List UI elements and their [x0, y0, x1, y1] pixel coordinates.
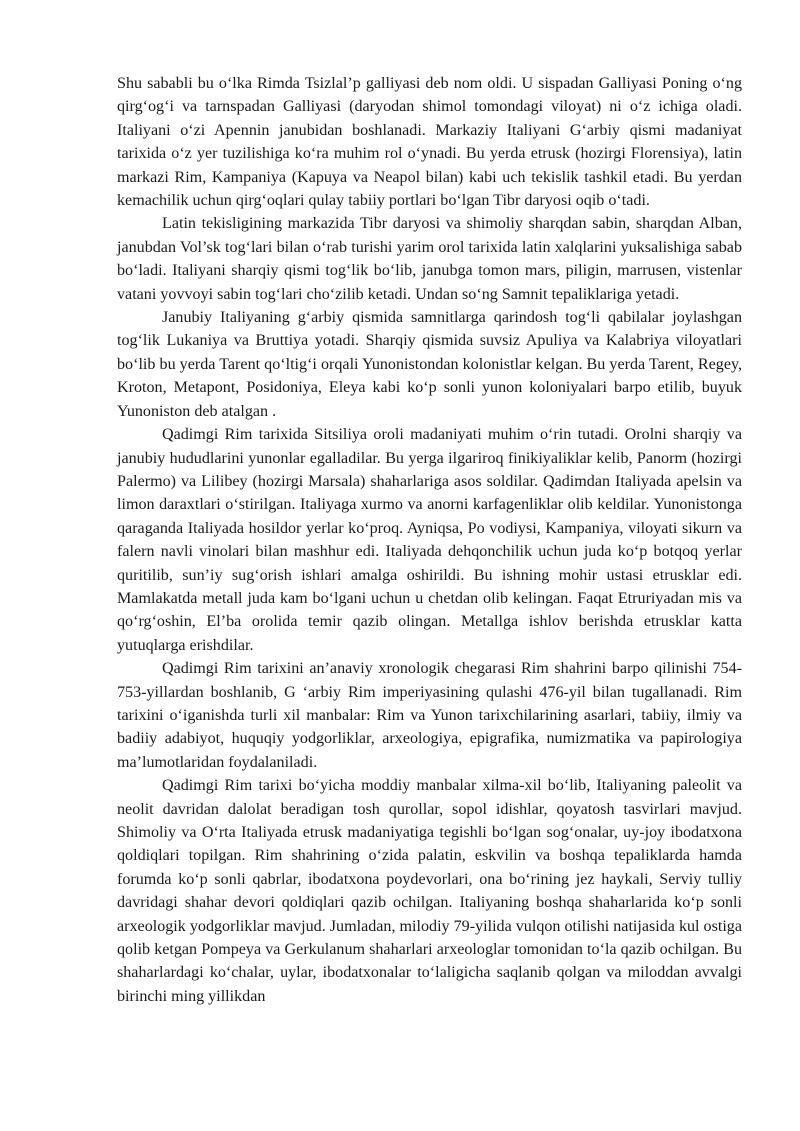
body-text — [117, 72, 742, 1008]
paragraph-3: Janubiy Italiyaning g‘arbiy qismida samnitlarga qarindosh tog‘li qabilalar joylashgan tog‘lik Lukaniya va Bruttiya yotadi. Sharqiy qismida suvsiz Apuliya va Kalabriya viloyatlari bo‘lib bu yerda Tarent qo‘ltig‘i orqali Yunonistondan kolonistlar kelgan. Bu yerda Tarent, Regey, Kroton, Metapont, Posidoniya, Eleya kabi ko‘p sonli yunon koloniyalari barpo etilib, buyuk Yunoniston deb atalgan . — [117, 309, 742, 420]
paragraph-6: Qadimgi Rim tarixi bo‘yicha moddiy manbalar xilma-xil bo‘lib, Italiyaning paleolit va neolit davridan dalolat beradigan tosh qurollar, sopol idishlar, qoyatosh tasvirlari mavjud. Shimoliy va O‘rta Italiyada etrusk madaniyatiga tegishli bo‘lgan sog‘onalar, uy-joy ibodatxona qoldiqlari topilgan. Rim shahrining o‘zida palatin, eskvilin va boshqa tepaliklarda hamda forumda ko‘p sonli qabrlar, ibodatxona poydevorlari, ona bo‘rining jez haykali, Serviy tulliy davridagi shahar devori qoldiqlari qazib ochilgan. Italiyaning boshqa shaharlarida ko‘p sonli arxeologik yodgorliklar mavjud. Jumladan, milodiy 79-yilida vulqon otilishi natijasida kul ostiga qolib ketgan Pompeya va Gerkulanum shaharlari arxeologlar tomonidan to‘la qazib ochilgan. Bu shaharlardagi ko‘chalar, uylar, ibodatxonalar to‘laligicha saqlanib qolgan va miloddan avvalgi birinchi ming yillikdan — [117, 777, 742, 1005]
paragraph-1: Shu sababli bu o‘lka Rimda Tsizlal’p galliyasi deb nom oldi. U sispadan Galliyasi Poning o‘ng qirg‘og‘i va tarnspadan Galliyasi (daryodan shimol tomondagi viloyat) ni o‘z ichiga oladi. Italiyani o‘zi Apennin janubidan boshlanadi. Markaziy Italiyani G‘arbiy qismi madaniyat tarixida o‘z yer tuzilishiga ko‘ra muhim rol o‘ynadi. Bu yerda etrusk (hozirgi Florensiya), latin markazi Rim, Kampaniya (Kapuya va Neapol bilan) kabi uch tekislik tashkil etadi. Bu yerdan kemachilik uchun qirg‘oqlari qulay tabiiy portlari bo‘lgan Tibr daryosi oqib o‘tadi. — [117, 75, 742, 210]
paragraph-5: Qadimgi Rim tarixini an’anaviy xronologik chegarasi Rim shahrini barpo qilinishi 754-753-yillardan boshlanib, G ‘arbiy Rim imperiyasining qulashi 476-yil bilan tugallanadi. Rim tarixini o‘iganishda turli xil manbalar: Rim va Yunon tarixchilarining asarlari, tabiiy, ilmiy va badiiy adabiyot, huquqiy yodgorliklar, arxeologiya, epigrafika, numizmatika va papirologiya ma’lumotlaridan foydalaniladi. — [117, 660, 742, 771]
paragraph-4: Qadimgi Rim tarixida Sitsiliya oroli madaniyati muhim o‘rin tutadi. Orolni sharqiy va janubiy hududlarini yunonlar egalladilar. Bu yerga ilgariroq finikiyaliklar kelib, Panorm (hozirgi Palermo) va Lilibey (hozirgi Marsala) shaharlariga asos soldilar. Qadimdan Italiyada apelsin va limon daraxtlari o‘stirilgan. Italiyaga xurmo va anorni karfagenliklar olib keldilar. Yunonistonga qaraganda Italiyada hosildor yerlar ko‘proq. Ayniqsa, Po vodiysi, Kampaniya, viloyati sikurn va falern navli vinolari bilan mashhur edi. Italiyada dehqonchilik uchun juda ko‘p botqoq yerlar quritilib, sun’iy sug‘orish ishlari amalga oshirildi. Bu ishning mohir ustasi etrusklar edi. Mamlakatda metall juda kam bo‘lgani uchun u chetdan olib kelingan. Faqat Etruriyadan mis va qo‘rg‘oshin, El’ba orolida temir qazib olingan. Metallga ishlov berishda etrusklar katta yutuqlarga erishdilar. — [117, 426, 742, 654]
paragraph-2: Latin tekisligining markazida Tibr daryosi va shimoliy sharqdan sabin, sharqdan Alban, janubdan Vol’sk tog‘lari bilan o‘rab turishi yarim orol tarixida latin xalqlarini yuksalishiga sabab bo‘ladi. Italiyani sharqiy qismi tog‘lik bo‘lib, janubga tomon mars, piligin, marrusen, vistenlar vatani yovvoyi sabin tog‘lari cho‘zilib ketadi. Undan so‘ng Samnit tepaliklariga yetadi. — [117, 215, 742, 303]
